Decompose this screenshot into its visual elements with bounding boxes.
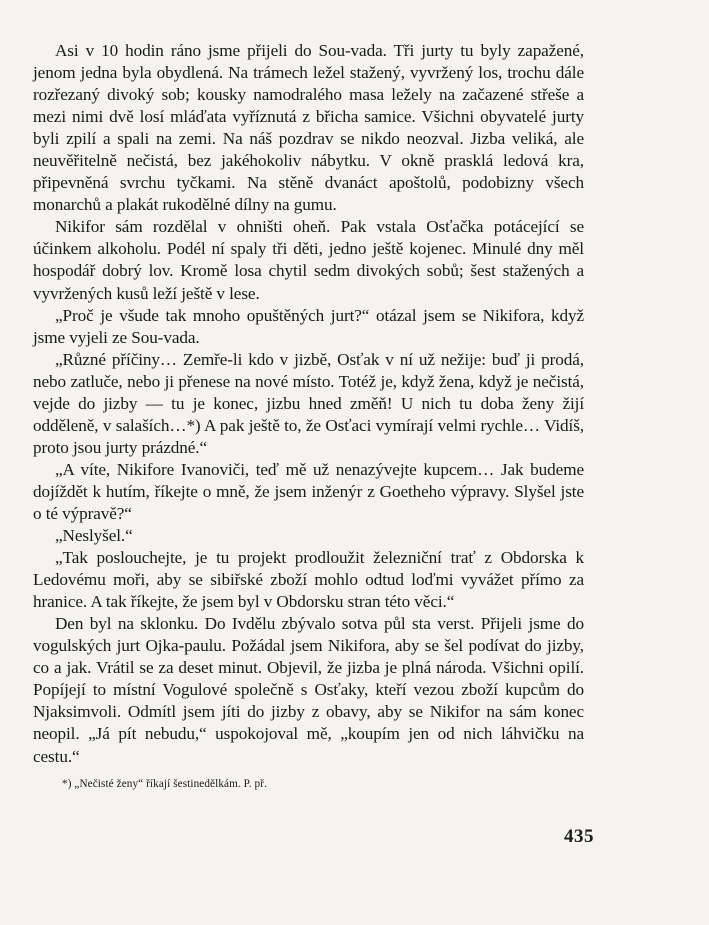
- paragraph: „Neslyšel.“: [55, 526, 133, 546]
- paragraph: Den byl na sklonku. Do Ivdělu zbývalo sotva půl sta verst. Přijeli jsme do vogulských jurt Ojka-paulu. Požádal jsem Nikifora, aby se šel podívat do jizby, co a jak. Vrátil se za deset minut. Objevil, že jizba je plná národa. Všichni opilí. Popíjejí to místní Vogulové společně s Osťaky, kteří vezou zboží kupcům do Njaksimvoli. Odmítl jsem jíti do jizby z obavy, aby se Nikifor na sám konec neopil. „Já pít nebudu,“ uspokojoval mě, „koupím jen od nich láhvičku na cestu.“: [33, 614, 584, 766]
- paragraph: Asi v 10 hodin ráno jsme přijeli do Sou-vada. Tři jurty tu byly zapažené, jenom jedna byla obydlená. Na trámech ležel stažený, vyvržený los, trochu dále rozřezaný divoký sob; kousky namodralého masa ležely na začazené střeše a mezi nimi dvě losí mláďata vyříznutá z břicha samice. Všichni obyvatelé jurty byli zpilí a spali na zemi. Na náš pozdrav se nikdo neozval. Jizba veliká, ale neuvěřitelně nečistá, bez jakéhokoliv nábytku. V okně prasklá ledová kra, připevněná svrchu tyčkami. Na stěně dvanáct apoštolů, podobizny všech monarchů a plakát rukodělné dílny na gumu.: [33, 41, 584, 215]
- footnote: *) „Nečisté ženy“ říkají šestinedělkám. P. př.: [62, 778, 267, 790]
- paragraph: Nikifor sám rozdělal v ohništi oheň. Pak vstala Osťačka potácející se účinkem alkoholu. Podél ní spaly tři děti, jedno ještě kojenec. Minulé dny měl hospodář dobrý lov. Kromě losa chytil sedm divokých sobů; šest stažených a vyvržených kusů leží ještě v lese.: [33, 217, 584, 303]
- page-number: 435: [564, 826, 594, 847]
- paragraph: „Tak poslouchejte, je tu projekt prodloužit železniční trať z Obdorska k Ledovému moři, aby se sibiřské zboží mohlo odtud loďmi vyvážet přímo za hranice. A tak říkejte, že jsem byl v Obdorsku stran této věci.“: [33, 548, 584, 612]
- paragraph: „A víte, Nikifore Ivanoviči, teď mě už nenazývejte kupcem… Jak budeme dojíždět k hutím, říkejte o mně, že jsem inženýr z Goetheho výpravy. Slyšel jste o té výpravě?“: [33, 459, 584, 523]
- page-body: [33, 40, 584, 768]
- paragraph: „Různé příčiny… Zemře-li kdo v jizbě, Osťak v ní už nežije: buď ji prodá, nebo zatluče, nebo ji přenese na nové místo. Totéž je, když žena, když je nečistá, vejde do jizby — tu je konec, jizbu hned změň! U nich tu doba ženy žijí odděleně, v salaších…*) A pak ještě to, že Osťaci vymírají velmi rychle… Vidíš, proto jsou jurty prázdné.“: [33, 349, 584, 457]
- paragraph: „Proč je všude tak mnoho opuštěných jurt?“ otázal jsem se Nikifora, když jsme vyjeli ze Sou-vada.: [33, 305, 584, 347]
